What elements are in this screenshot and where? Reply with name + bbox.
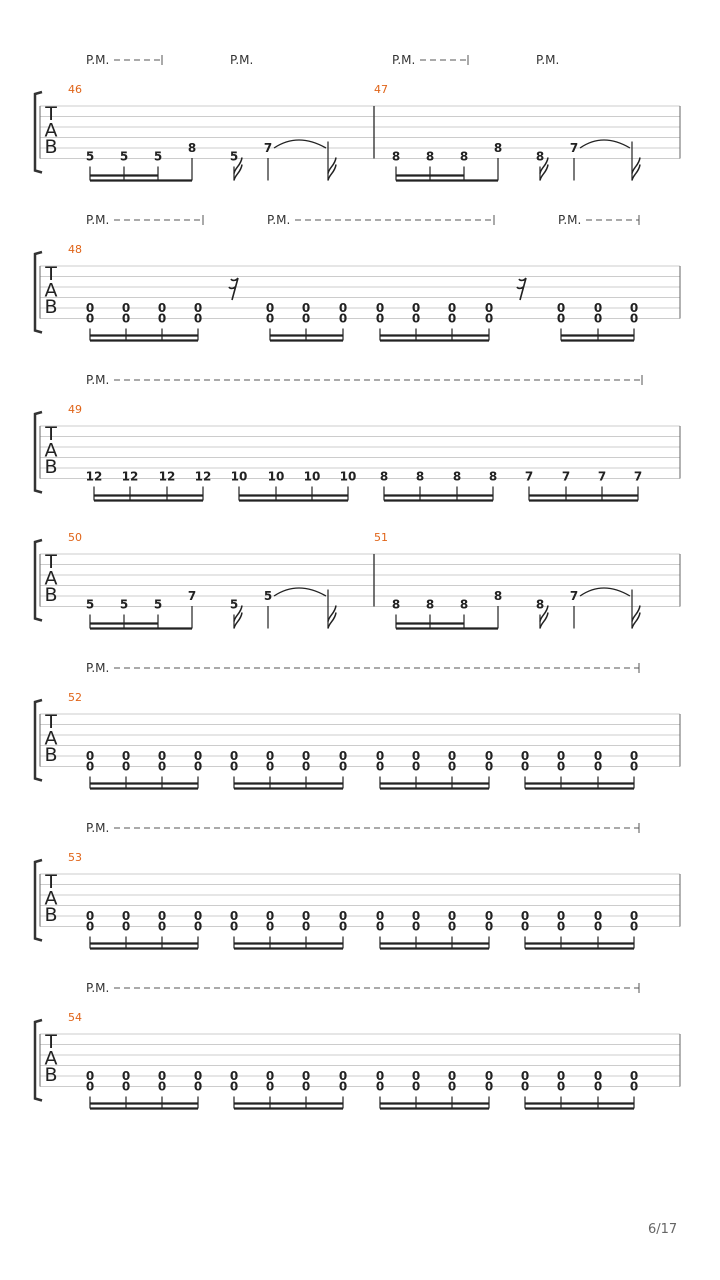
fret-number: 0 [229,759,239,774]
fret-number: 0 [338,1069,348,1083]
fret-number: 0 [301,1079,311,1094]
tab-clef-letter: B [44,1064,58,1086]
fret-number: 0 [411,311,421,326]
fret-number: 5 [119,597,129,612]
tab-system [35,531,680,629]
fret-number: 8 [488,469,498,484]
tab-system [35,53,680,181]
fret-number: 7 [524,469,534,484]
fret-number: 0 [338,1079,348,1094]
fret-number: 0 [447,1079,457,1094]
fret-number: 0 [265,1079,275,1094]
palm-mute-label: P.M. [267,213,291,227]
fret-number: 0 [229,749,239,763]
palm-mute-label: P.M. [86,213,110,227]
fret-number: 0 [520,749,530,763]
fret-number: 0 [556,1069,566,1083]
fret-number: 0 [265,749,275,763]
fret-number: 0 [338,909,348,923]
fret-number: 0 [85,1079,95,1094]
fret-number: 0 [593,1079,603,1094]
palm-mute-label: P.M. [86,821,110,835]
fret-number: 7 [597,469,607,484]
fret-number: 0 [375,749,385,763]
fret-number: 0 [447,759,457,774]
fret-number: 5 [229,149,239,164]
fret-number: 8 [391,149,401,164]
fret-number: 5 [153,597,163,612]
fret-number: 0 [375,301,385,315]
tab-clef-letter: A [44,439,58,462]
fret-number: 0 [265,311,275,326]
fret-number: 7 [569,589,579,603]
fret-number: 7 [561,469,571,484]
fret-number: 12 [158,469,176,484]
fret-number: 0 [338,919,348,934]
fret-number: 8 [391,597,401,612]
measure-number: 54 [68,1011,82,1024]
palm-mute-label: P.M. [558,213,582,227]
fret-number: 0 [629,909,639,923]
fret-number: 0 [193,301,203,315]
fret-number: 8 [459,149,469,164]
fret-number: 0 [85,749,95,763]
fret-number: 0 [157,301,167,315]
fret-number: 0 [447,919,457,934]
fret-number: 0 [375,1079,385,1094]
tie-arc [580,588,630,596]
fret-number: 8 [187,141,197,155]
fret-number: 0 [484,1069,494,1083]
system-bracket [35,1020,42,1101]
fret-number: 0 [157,1079,167,1094]
fret-number: 0 [375,919,385,934]
fret-number: 0 [484,759,494,774]
fret-number: 0 [157,749,167,763]
tab-clef-letter: A [44,1047,58,1070]
fret-number: 0 [375,1069,385,1083]
fret-number: 8 [415,469,425,484]
fret-number: 0 [375,909,385,923]
measure-number: 47 [374,83,388,96]
tab-system [35,213,680,341]
tab-clef-letter: A [44,119,58,142]
fret-number: 0 [121,1079,131,1094]
fret-number: 0 [593,759,603,774]
fret-number: 0 [629,301,639,315]
fret-number: 0 [447,1069,457,1083]
fret-number: 0 [484,1079,494,1094]
fret-number: 0 [338,311,348,326]
fret-number: 7 [263,141,273,155]
fret-number: 7 [633,469,643,484]
fret-number: 0 [301,311,311,326]
fret-number: 0 [411,919,421,934]
fret-number: 0 [629,919,639,934]
fret-number: 0 [85,909,95,923]
fret-number: 0 [484,311,494,326]
fret-number: 8 [535,149,545,164]
fret-number: 0 [411,909,421,923]
fret-number: 0 [157,909,167,923]
fret-number: 0 [265,759,275,774]
fret-number: 0 [193,919,203,934]
fret-number: 0 [375,759,385,774]
fret-number: 0 [121,311,131,326]
tab-clef-letter: T [45,1031,57,1053]
fret-number: 0 [301,909,311,923]
fret-number: 0 [193,749,203,763]
fret-number: 0 [121,909,131,923]
fret-number: 0 [556,1079,566,1094]
fret-number: 0 [484,301,494,315]
system-bracket [35,860,42,941]
tie-arc [274,140,326,148]
measure-number: 49 [68,403,82,416]
fret-number: 0 [121,301,131,315]
fret-number: 8 [535,597,545,612]
tab-clef-letter: B [44,744,58,766]
fret-number: 0 [121,759,131,774]
fret-number: 0 [593,919,603,934]
fret-number: 12 [121,469,139,484]
fret-number: 5 [153,149,163,164]
measure-number: 51 [374,531,388,544]
fret-number: 0 [157,1069,167,1083]
fret-number: 0 [411,759,421,774]
fret-number: 0 [556,301,566,315]
fret-number: 7 [187,589,197,603]
measure-number: 53 [68,851,82,864]
tab-clef-letter: B [44,136,58,158]
fret-number: 5 [85,597,95,612]
fret-number: 0 [301,759,311,774]
tab-clef-letter: T [45,551,57,573]
tab-clef-letter: B [44,456,58,478]
fret-number: 0 [193,909,203,923]
fret-number: 0 [556,311,566,326]
rest-symbol [517,278,526,300]
fret-number: 10 [303,469,321,484]
fret-number: 5 [119,149,129,164]
fret-number: 0 [338,301,348,315]
fret-number: 0 [484,919,494,934]
fret-number: 0 [85,311,95,326]
fret-number: 0 [265,301,275,315]
fret-number: 0 [121,1069,131,1083]
palm-mute-label: P.M. [86,53,110,67]
fret-number: 0 [593,301,603,315]
tab-clef-letter: B [44,296,58,318]
fret-number: 0 [593,1069,603,1083]
note-flag [328,606,336,629]
fret-number: 12 [194,469,212,484]
fret-number: 8 [452,469,462,484]
rest-symbol [229,278,238,300]
fret-number: 10 [339,469,357,484]
fret-number: 0 [229,909,239,923]
system-bracket [35,540,42,621]
fret-number: 8 [459,597,469,612]
fret-number: 0 [556,749,566,763]
fret-number: 0 [375,311,385,326]
fret-number: 8 [493,589,503,603]
fret-number: 5 [263,589,273,603]
fret-number: 0 [193,759,203,774]
fret-number: 0 [629,749,639,763]
fret-number: 0 [157,311,167,326]
fret-number: 0 [265,919,275,934]
palm-mute-label: P.M. [536,53,560,67]
fret-number: 0 [593,909,603,923]
fret-number: 0 [85,919,95,934]
fret-number: 0 [447,749,457,763]
fret-number: 0 [520,1079,530,1094]
fret-number: 0 [520,1069,530,1083]
fret-number: 0 [447,311,457,326]
system-bracket [35,700,42,781]
tab-clef-letter: T [45,263,57,285]
fret-number: 0 [593,749,603,763]
tab-clef-letter: T [45,871,57,893]
fret-number: 0 [411,749,421,763]
tab-system [35,821,680,949]
fret-number: 0 [338,759,348,774]
fret-number: 0 [157,759,167,774]
fret-number: 0 [520,759,530,774]
system-bracket [35,92,42,173]
system-bracket [35,252,42,333]
fret-number: 0 [520,919,530,934]
tab-system [35,661,680,789]
palm-mute-label: P.M. [392,53,416,67]
fret-number: 8 [425,149,435,164]
fret-number: 0 [121,919,131,934]
fret-number: 0 [193,1079,203,1094]
fret-number: 0 [556,909,566,923]
fret-number: 0 [193,311,203,326]
fret-number: 0 [265,1069,275,1083]
tab-clef-letter: T [45,103,57,125]
tab-clef-letter: A [44,727,58,750]
fret-number: 0 [629,759,639,774]
fret-number: 0 [447,301,457,315]
fret-number: 0 [301,919,311,934]
system-bracket [35,412,42,493]
fret-number: 0 [484,909,494,923]
note-flag [328,158,336,181]
fret-number: 0 [229,1069,239,1083]
tab-clef-letter: A [44,567,58,590]
fret-number: 5 [229,597,239,612]
tab-system [35,373,680,501]
fret-number: 0 [556,759,566,774]
fret-number: 0 [629,1079,639,1094]
tab-clef-letter: B [44,584,58,606]
note-flag [632,606,640,629]
fret-number: 7 [569,141,579,155]
palm-mute-label: P.M. [86,661,110,675]
fret-number: 0 [301,749,311,763]
tab-system [35,981,680,1109]
fret-number: 0 [85,1069,95,1083]
palm-mute-label: P.M. [230,53,254,67]
fret-number: 0 [629,311,639,326]
fret-number: 10 [230,469,248,484]
measure-number: 50 [68,531,82,544]
tab-clef-letter: A [44,279,58,302]
fret-number: 8 [379,469,389,484]
tab-clef-letter: T [45,423,57,445]
fret-number: 0 [301,1069,311,1083]
fret-number: 0 [593,311,603,326]
fret-number: 0 [411,1079,421,1094]
fret-number: 0 [520,909,530,923]
fret-number: 0 [121,749,131,763]
measure-number: 46 [68,83,82,96]
fret-number: 0 [447,909,457,923]
palm-mute-label: P.M. [86,373,110,387]
measure-number: 52 [68,691,82,704]
fret-number: 10 [267,469,285,484]
fret-number: 0 [484,749,494,763]
fret-number: 0 [411,1069,421,1083]
fret-number: 12 [85,469,103,484]
fret-number: 0 [229,919,239,934]
fret-number: 8 [425,597,435,612]
fret-number: 5 [85,149,95,164]
fret-number: 0 [193,1069,203,1083]
fret-number: 0 [265,909,275,923]
page-number: 6/17 [648,1222,678,1237]
tab-clef-letter: A [44,887,58,910]
note-flag [632,158,640,181]
fret-number: 0 [85,759,95,774]
palm-mute-label: P.M. [86,981,110,995]
fret-number: 0 [229,1079,239,1094]
fret-number: 0 [629,1069,639,1083]
measure-number: 48 [68,243,82,256]
fret-number: 0 [157,919,167,934]
tab-clef-letter: T [45,711,57,733]
fret-number: 0 [411,301,421,315]
tab-clef-letter: B [44,904,58,926]
tie-arc [274,588,326,596]
tie-arc [580,140,630,148]
fret-number: 8 [493,141,503,155]
fret-number: 0 [338,749,348,763]
fret-number: 0 [556,919,566,934]
fret-number: 0 [85,301,95,315]
fret-number: 0 [301,301,311,315]
